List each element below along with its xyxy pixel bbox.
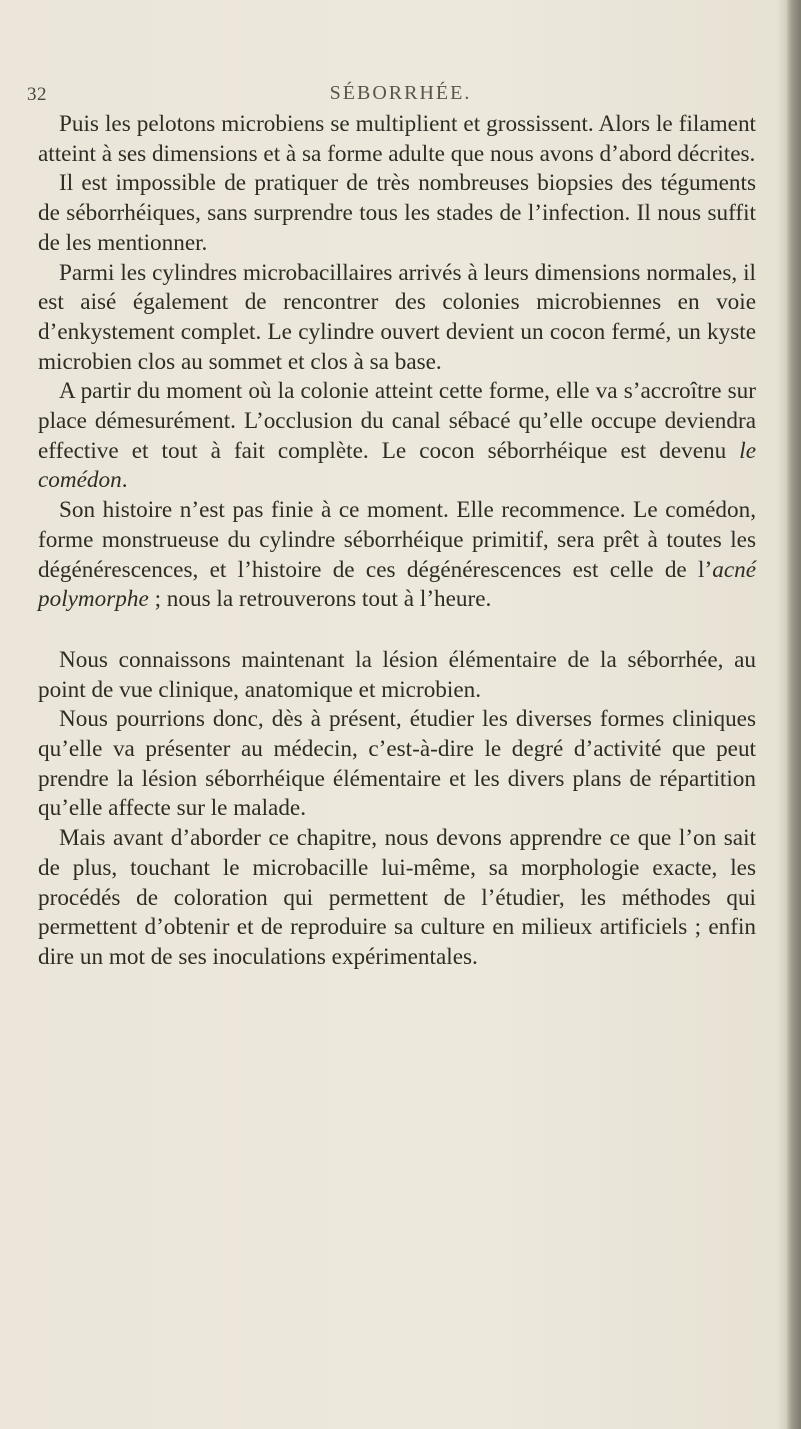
paragraph-text: ; nous la retrouverons tout à l’heure. xyxy=(148,586,492,613)
running-title: SÉBORRHÉE. xyxy=(329,82,472,104)
paragraph xyxy=(38,496,756,615)
page-number: 32 xyxy=(27,84,47,105)
paragraph: Mais avant d’aborder ce chapitre, nous devons apprendre ce que l’on sait de plus, touchant le microbacille lui-même, sa morphologie exacte, les procédés de coloration qui permettent de l’étudier, les méthodes qui permettent d’obtenir et de reproduire sa culture en milieux artificiels ; enfin dire un mot de ses inoculations expérimentales. xyxy=(38,825,756,970)
paragraph xyxy=(38,377,756,496)
paragraph: Parmi les cylindres microbacillaires arrivés à leurs dimensions normales, il est aisé également de rencontrer des colonies microbiennes en voie d’enkystement complet. Le cylindre ouvert devient un cocon fermé, un kyste microbien clos au sommet et clos à sa base. xyxy=(38,259,756,375)
paragraph: Nous connaissons maintenant la lésion élémentaire de la séborrhée, au point de vue clinique, anatomique et microbien. xyxy=(38,646,756,703)
paragraph: Puis les pelotons microbiens se multiplient et grossissent. Alors le filament atteint à ses dimensions et à sa forme adulte que nous avons d’abord décrites. xyxy=(38,111,756,167)
paragraph: Nous pourrions donc, dès à présent, étudier les diverses formes cliniques qu’elle va présenter au médecin, c’est-à-dire le degré d’activité que peut prendre la lésion séborrhéique élémentaire et les divers plans de répartition qu’elle affecte sur le malade. xyxy=(38,706,756,822)
page-gutter-shadow xyxy=(777,0,787,1429)
body-text xyxy=(38,110,756,973)
paragraph: Il est impossible de pratiquer de très nombreuses biopsies des téguments de séborrhéiques, sans surprendre tous les stades de l’infection. Il nous suffit de les mentionner. xyxy=(38,170,756,256)
paragraph-text: A partir du moment où la colonie atteint cette forme, elle va s’accroître sur place démesurément. L’occlusion du canal sébacé qu’elle occupe deviendra effective et tout à fait complète. Le cocon séborrhéique est devenu xyxy=(38,378,756,464)
page-edge xyxy=(787,0,801,1429)
paragraph-text: . xyxy=(121,467,128,494)
italic-term-acne-polymorphe: acné polymorphe xyxy=(38,556,756,613)
paragraph-text: Son histoire n’est pas finie à ce moment. Elle recommence. Le comédon, forme monstrueuse du cylindre séborrhéique primitif, sera prêt à toutes les dégénérescences, et l’histoire de ces dégénérescences est celle de l’ xyxy=(38,497,756,583)
italic-term-comedon: le comédon xyxy=(38,437,756,494)
